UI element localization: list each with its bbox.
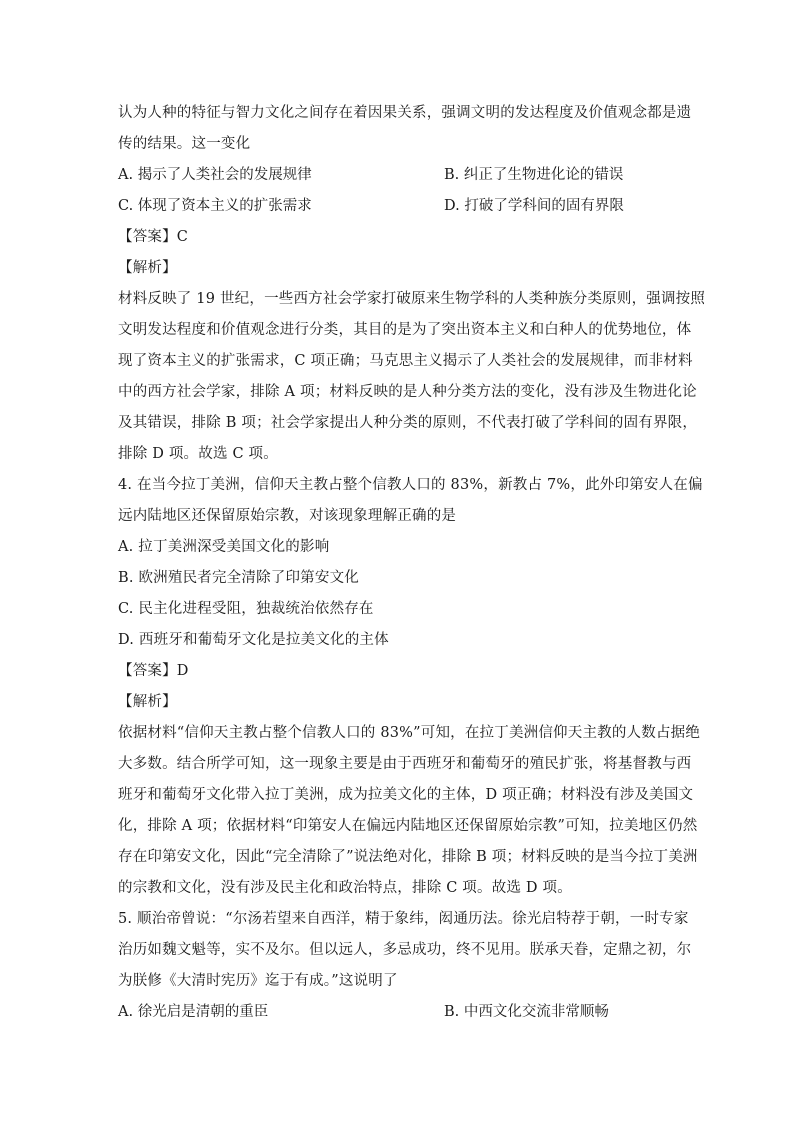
analysis-line: 存在印第安文化，因此“完全清除了”说法绝对化，排除 B 项；材料反映的是当今拉丁美洲	[118, 849, 698, 865]
analysis-line: 文明发达程度和价值观念进行分类，其目的是为了突出资本主义和白种人的优势地位，体	[118, 322, 692, 338]
question-stem-line: 治历如魏文魁等，实不及尔。但以远人，多忌成功，终不见用。朕承天眷，定鼎之初，尔	[118, 942, 692, 958]
option-d: D. 西班牙和葡萄牙文化是拉美文化的主体	[118, 632, 389, 648]
analysis-line: 中的西方社会学家，排除 A 项；材料反映的是人种分类方法的变化，没有涉及生物进化论	[118, 384, 697, 400]
option-a: A. 揭示了人类社会的发展规律	[118, 167, 312, 183]
options-row	[118, 997, 680, 1028]
options-row	[118, 160, 680, 191]
question-stem-line: 5. 顺治帝曾说：“尔汤若望来自西洋，精于象纬，闳通历法。徐光启特荐于朝，一时专家	[118, 911, 689, 927]
analysis-line: 的宗教和文化，没有涉及民主化和政治特点，排除 C 项。故选 D 项。	[118, 880, 572, 896]
option-b: B. 中西文化交流非常顺畅	[444, 1004, 609, 1020]
option-b: B. 纠正了生物进化论的错误	[444, 167, 624, 183]
option-b: B. 欧洲殖民者完全清除了印第安文化	[118, 570, 359, 586]
answer-label: 【答案】D	[118, 663, 189, 679]
answer-label: 【答案】C	[118, 229, 189, 245]
analysis-line: 材料反映了 19 世纪，一些西方社会学家打破原来生物学科的人类种族分类原则，强调按照	[118, 291, 706, 307]
option-a: A. 徐光启是清朝的重臣	[118, 1004, 269, 1020]
analysis-line: 班牙和葡萄牙文化带入拉丁美洲，成为拉美文化的主体，D 项正确；材料没有涉及美国文	[118, 787, 694, 803]
analysis-line: 化，排除 A 项；依据材料“印第安人在偏远内陆地区还保留原始宗教”可知，拉美地区仍然	[118, 818, 698, 834]
analysis-title: 【解析】	[118, 694, 177, 710]
analysis-line: 排除 D 项。故选 C 项。	[118, 446, 278, 462]
analysis-title: 【解析】	[118, 260, 177, 276]
option-c: C. 民主化进程受阻，独裁统治依然存在	[118, 601, 374, 617]
options-row	[118, 191, 680, 222]
question-stem-line: 远内陆地区还保留原始宗教，对该现象理解正确的是	[118, 508, 457, 524]
question-3	[118, 98, 706, 470]
question-stem-line: 认为人种的特征与智力文化之间存在着因果关系，强调文明的发达程度及价值观念都是遗	[118, 105, 692, 121]
document-page	[118, 98, 706, 1028]
analysis-line: 及其错误，排除 B 项；社会学家提出人种分类的原则，不代表打破了学科间的固有界限，	[118, 415, 698, 431]
option-d: D. 打破了学科间的固有界限	[444, 198, 624, 214]
analysis-line: 现了资本主义的扩张需求，C 项正确；马克思主义揭示了人类社会的发展规律，而非材料	[118, 353, 693, 369]
question-4	[118, 470, 703, 904]
question-stem-line: 4. 在当今拉丁美洲，信仰天主教占整个信教人口的 83%，新教占 7%，此外印第安人在偏	[118, 477, 703, 493]
question-5	[118, 904, 692, 1028]
analysis-line: 大多数。结合所学可知，这一现象主要是由于西班牙和葡萄牙的殖民扩张，将基督教与西	[118, 756, 692, 772]
analysis-line: 依据材料“信仰天主教占整个信教人口的 83%”可知，在拉丁美洲信仰天主教的人数占据绝	[118, 725, 701, 741]
question-stem-line: 为朕修《大清时宪历》迄于有成。”这说明了	[118, 973, 398, 989]
option-c: C. 体现了资本主义的扩张需求	[118, 198, 312, 214]
option-a: A. 拉丁美洲深受美国文化的影响	[118, 539, 330, 555]
question-stem-line: 传的结果。这一变化	[118, 136, 251, 152]
